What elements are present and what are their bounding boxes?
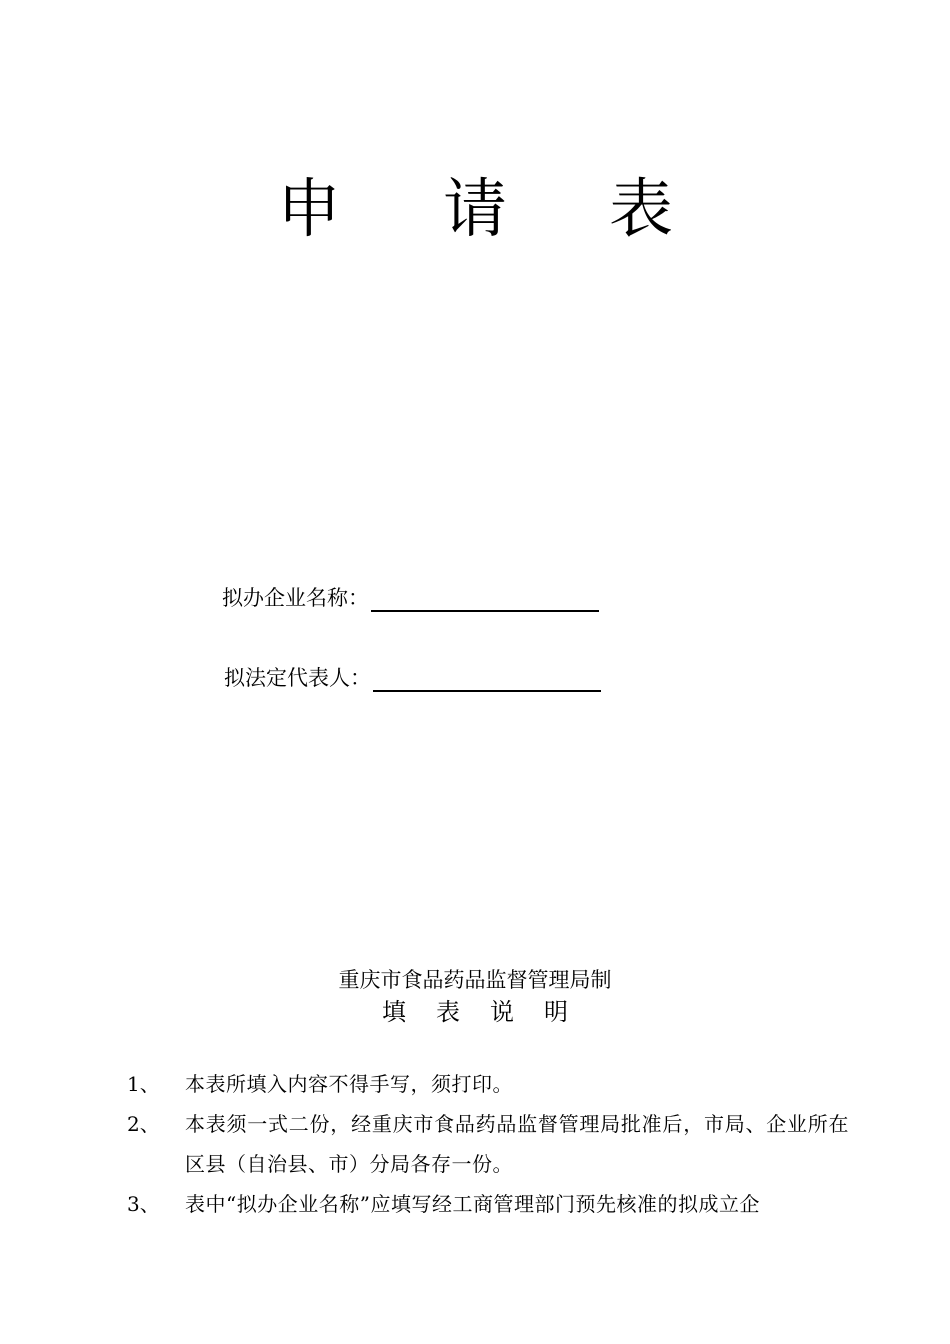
heading-char: 填 [382,998,406,1026]
enterprise-name-field [222,584,599,612]
list-item [127,1104,849,1184]
enterprise-name-blank [371,586,599,612]
list-item [127,1064,849,1104]
instructions-list [127,1064,849,1224]
item-number: 3、 [127,1192,160,1216]
title-char: 表 [609,173,673,247]
item-text: 本表所填入内容不得手写，须打印。 [185,1072,513,1096]
legal-representative-label: 拟法定代表人： [224,666,371,690]
item-text: 表中“拟办企业名称”应填写经工商管理部门预先核准的拟成立企 [185,1192,760,1216]
enterprise-name-label: 拟办企业名称： [222,586,369,610]
title-char: 请 [443,173,507,247]
heading-char: 说 [490,998,514,1026]
item-number: 2、 [127,1112,160,1136]
item-number: 1、 [127,1072,160,1096]
issuer-text: 重庆市食品药品监督管理局制 [338,968,612,992]
heading-char: 明 [544,998,568,1026]
list-item [127,1184,849,1224]
legal-representative-field [224,664,601,692]
instructions-heading [0,995,950,1029]
item-text: 本表须一式二份，经重庆市食品药品监督管理局批准后，市局、企业所在区县（自治县、市）分局各存一份。 [185,1112,849,1176]
title-char: 申 [277,173,341,247]
heading-char: 表 [436,998,460,1026]
legal-representative-blank [373,666,601,692]
page-title [0,172,950,248]
